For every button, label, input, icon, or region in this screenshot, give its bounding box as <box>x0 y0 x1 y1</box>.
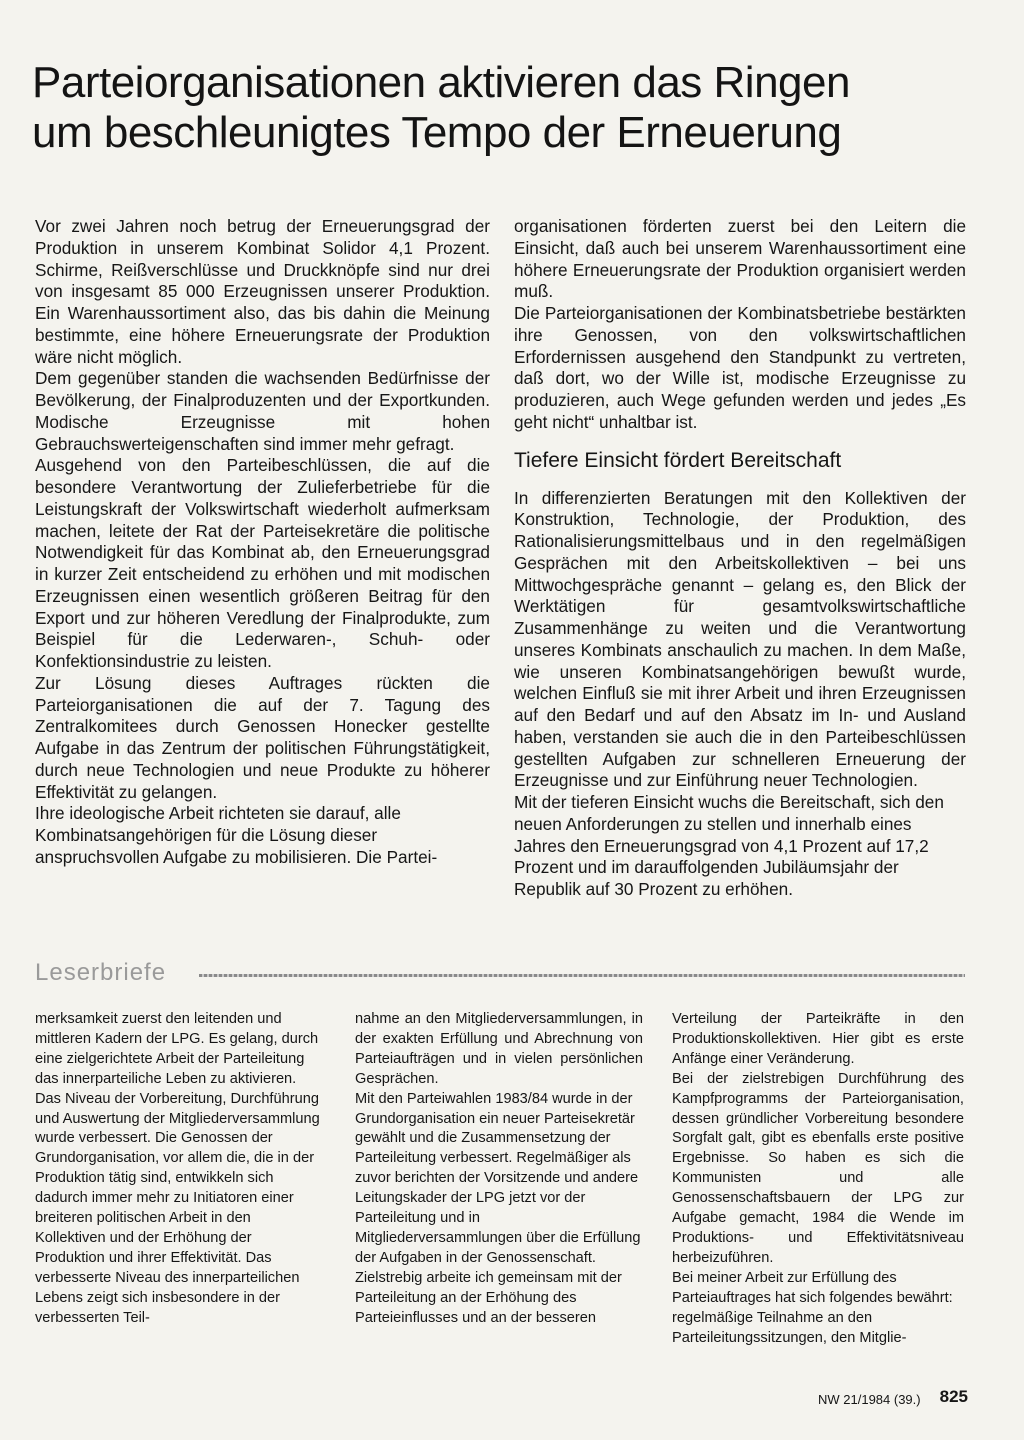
article-paragraph: In differenzierten Beratungen mit den Kollektiven der Konstruktion, Technologie, der Produktion, des Rationalisierungsmittelbaus und in den regelmäßigen Gesprächen mit den Arbeitskollektiven – bei uns Mittwochgespräche genannt – gelang es, den Blick der Werktätigen für gesamtvolkswirtschaftliche Zusammenhänge zu weiten und die Verantwortung unseres Kombinats anschaulich zu machen. In dem Maße, wie unseren Kombinatsangehörigen bewußt wurde, welchen Einfluß sie mit ihrer Arbeit und ihren Erzeugnissen auf den Bedarf und auf den Absatz im In- und Ausland haben, verstanden sie auch die in den Parteibeschlüssen gestellten Aufgaben zur schnelleren Erneuerung der Erzeugnisse und zur Einführung neuer Technologien. <box>514 487 966 791</box>
headline-line-1: Parteiorganisationen aktivieren das Ringen <box>32 58 850 107</box>
letter-paragraph: Verteilung der Parteikräfte in den Produktionskollektiven. Hier gibt es erste Anfänge einer Veränderung. <box>672 1011 964 1067</box>
letter-paragraph: merksamkeit zuerst den leitenden und mittleren Kadern der LPG. Es gelang, durch eine zielgerichtete Arbeit der Parteileitung das innerparteiliche Leben zu aktivieren. Das Niveau der Vorbereitung, Durchführung und Auswertung der Mitgliederversammlung wurde verbessert. Die Genossen der Grundorganisation, vor allem die, die in der Produktion tätig sind, entwikkeln sich dadurch immer mehr zu Initiatoren einer breiteren politischen Arbeit in den Kollektiven und der Erhöhung der Produktion und ihrer Effektivität. Das verbesserte Niveau des innerparteilichen Lebens zeigt sich insbesondere in der verbesserten Teil- <box>35 1011 320 1326</box>
letter-paragraph: Mit den Parteiwahlen 1983/84 wurde in der Grundorganisation ein neuer Parteisekretär gewählt und die Zusammensetzung der Parteileitung verbessert. Regelmäßiger als zuvor berichten der Vorsitzende und andere Leitungskader der LPG jetzt vor der Parteileitung und in Mitgliederversammlungen über die Erfüllung der Aufgaben in der Genossenschaft. Zielstrebig arbeite ich gemeinsam mit der Parteileitung an der Erhöhung des Parteieinflusses und an der besseren <box>355 1090 641 1326</box>
page-footer <box>818 1386 968 1410</box>
article-paragraph: Vor zwei Jahren noch betrug der Erneuerungsgrad der Produktion in unserem Kombinat Solidor 4,1 Prozent. Schirme, Reißverschlüsse und Druckknöpfe sind nur drei von insgesamt 85 000 Erzeugnissen unserer Produktion. Ein Warenhaussortiment also, das bis dahin die Meinung bestimmte, eine höhere Erneuerungsrate der Produktion wäre nicht möglich. <box>35 216 490 367</box>
page-number: 825 <box>939 1387 968 1406</box>
headline <box>32 58 992 158</box>
article-column-1 <box>35 216 490 869</box>
article-paragraph: Dem gegenüber standen die wachsenden Bedürfnisse der Bevölkerung, der Finalproduzenten und der Exportkunden. Modische Erzeugnisse mit hohen Gebrauchswerteigenschaften sind immer mehr gefragt. <box>35 368 490 454</box>
article-paragraph: organisationen förderten zuerst bei den Leitern die Einsicht, daß auch bei unserem Warenhaussortiment eine höhere Erneuerungsrate der Produktion organisiert werden muß. <box>514 216 966 302</box>
article-paragraph: Mit der tieferen Einsicht wuchs die Bereitschaft, sich den neuen Anforderungen zu stellen und innerhalb eines Jahres den Erneuerungsgrad von 4,1 Prozent auf 17,2 Prozent und im darauffolgenden Jubiläumsjahr der Republik auf 30 Prozent zu erhöhen. <box>514 792 944 899</box>
article-paragraph: Ihre ideologische Arbeit richteten sie darauf, alle Kombinatsangehörigen für die Lösung dieser anspruchsvollen Aufgabe zu mobilisieren. Die Partei- <box>35 803 438 867</box>
headline-line-2: um beschleunigtes Tempo der Erneuerung <box>32 108 842 157</box>
letters-column-1 <box>35 1010 325 1329</box>
issue-number: NW 21/1984 (39.) <box>818 1392 921 1407</box>
letters-column-2 <box>355 1010 643 1329</box>
letters-divider <box>199 974 965 977</box>
article-column-2 <box>514 216 966 901</box>
letters-section-title: Leserbriefe <box>35 959 167 986</box>
letter-paragraph: Bei meiner Arbeit zur Erfüllung des Parteiauftrages hat sich folgendes bewährt: regelmäßige Teilnahme an den Parteileitungssitzungen, den Mitglie- <box>672 1269 953 1346</box>
letters-column-3 <box>672 1010 964 1348</box>
article-subheading: Tiefere Einsicht fördert Bereitschaft <box>514 448 842 472</box>
article-paragraph: Ausgehend von den Parteibeschlüssen, die auf die besondere Verantwortung der Zulieferbetriebe für die Leistungskraft der Volkswirtschaft wiederholt aufmerksam machen, leitete der Rat der Parteisekretäre die politische Notwendigkeit für das Kombinat ab, den Erneuerungsgrad in kurzer Zeit entscheidend zu erhöhen und mit modischen Erzeugnissen einen wesentlich größeren Beitrag für den Export und zur höheren Veredlung der Finalprodukte, zum Beispiel für die Lederwaren-, Schuh- oder Konfektionsindustrie zu leisten. <box>35 455 490 671</box>
letters-section-header <box>35 958 965 994</box>
letter-paragraph: Bei der zielstrebigen Durchführung des Kampfprogramms der Parteiorganisation, dessen gründlicher Vorbereitung besondere Sorgfalt galt, gibt es ebenfalls erste positive Ergebnisse. So haben es sich die Kommunisten und alle Genossenschaftsbauern der LPG zur Aufgabe gemacht, 1984 die Wende im Produktions- und Effektivitätsniveau herbeizuführen. <box>672 1070 964 1266</box>
article-paragraph: Die Parteiorganisationen der Kombinatsbetriebe bestärkten ihre Genossen, von den volkswirtschaftlichen Erfordernissen ausgehend den Standpunkt zu vertreten, daß dort, wo der Wille ist, modische Erzeugnisse zu produzieren, auch Wege gefunden werden und jedes „Es geht nicht“ unhaltbar ist. <box>514 303 966 432</box>
article-paragraph: Zur Lösung dieses Auftrages rückten die Parteiorganisationen die auf der 7. Tagung des Zentralkomitees durch Genossen Honecker gestellte Aufgabe in das Zentrum der politischen Führungstätigkeit, durch neue Technologien und neue Produkte zu höherer Effektivität zu gelangen. <box>35 672 490 802</box>
letter-paragraph: nahme an den Mitgliederversammlungen, in der exakten Erfüllung und Abrechnung von Parteiaufträgen und in vielen persönlichen Gesprächen. <box>355 1011 643 1087</box>
